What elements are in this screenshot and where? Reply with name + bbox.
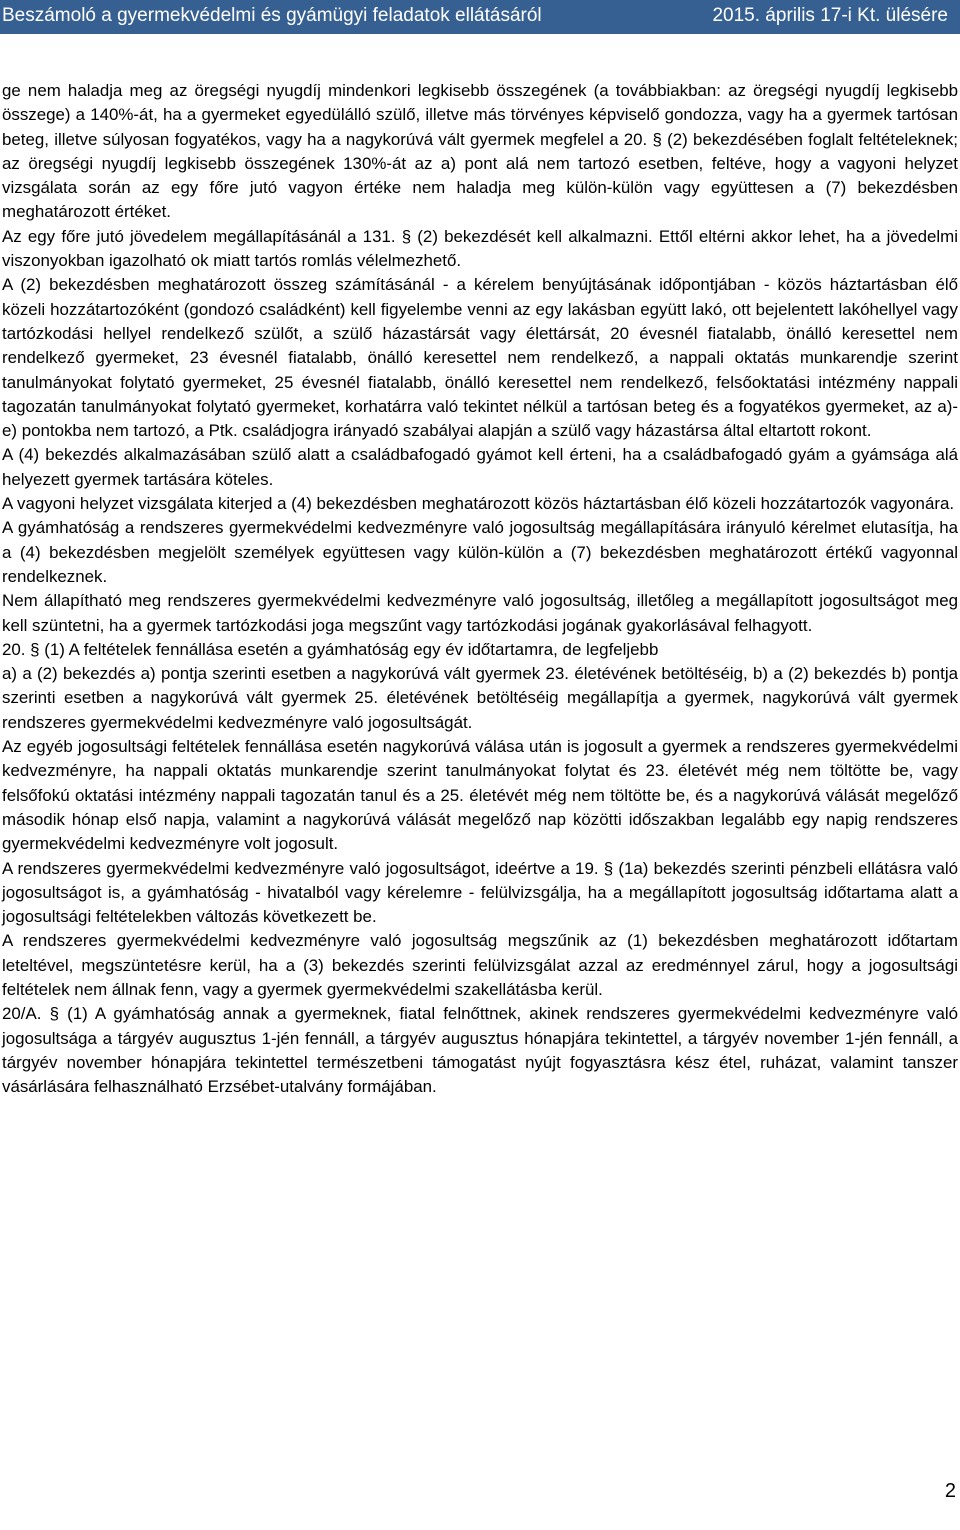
paragraph-adult-eligibility: Az egyéb jogosultsági feltételek fennállása esetén nagykorúvá válása után is jogosult a gyermek a rendszeres gyermekvédelmi kedvezményre, ha nappali oktatás munkarendje szerint tanulmányokat folytat és 23. életévét még nem töltötte be, vagy felsőfokú oktatási intézmény nappali tagozatán tanul és a 25. életévét még nem töltötte be, és a nagykorúvá válását megelőző második hónap első napja, valamint a nagykorúvá válását megelőző nap közötti időszakban legalább egy napig rendszeres gyermekvédelmi kedvezményre volt jogosult.	[2, 737, 958, 854]
meeting-date: 2015. április 17-i Kt. ülésére	[712, 5, 948, 26]
paragraph-section-20a: 20/A. § (1) A gyámhatóság annak a gyermeknek, fiatal felnőttnek, akinek rendszeres gyermekvédelmi kedvezményre való jogosultsága a tárgyév augusztus 1-jén fennáll, a tárgyév augusztus hónapjára tekintettel, a tárgyév november 1-jén fennáll, a tárgyév november hónapjára tekintettel természetbeni támogatást nyújt fogyasztásra kész étel, ruházat, valamint tanszer vásárlására felhasználható Erzsébet-utalvány formájában.	[2, 1004, 958, 1097]
paragraph-income-calculation: Az egy főre jutó jövedelem megállapításánál a 131. § (2) bekezdését kell alkalmazni. Ettől eltérni akkor lehet, ha a jövedelmi viszonyokban igazolható ok miatt tartós romlás vélelmezhető.	[2, 226, 958, 271]
paragraph-income-limit: ge nem haladja meg az öregségi nyugdíj mindenkori legkisebb összegének (a továbbiakban: az öregségi nyugdíj legkisebb összege) a 140%-át, ha a gyermeket egyedülálló szülő, illetve más törvényes képviselő gondozza, vagy ha a gyermek tartósan beteg, illetve súlyosan fogyatékos, vagy ha a nagykorúvá vált gyermek megfelel a 20. § (2) bekezdésében foglalt feltételeknek; az öregségi nyugdíj legkisebb összegének 130%-át az a) pont alá nem tartozó esetben, feltéve, hogy a vagyoni helyzet vizsgálata során az egy főre jutó vagyon értéke nem haladja meg külön-külön vagy együttesen a (7) bekezdésben meghatározott értéket.	[2, 81, 958, 222]
paragraph-section-20-ab: a) a (2) bekezdés a) pontja szerinti esetben a nagykorúvá vált gyermek 23. életévének betöltéséig, b) a (2) bekezdés b) pontja szerinti esetben a nagykorúvá vált gyermek 25. életévének betöltéséig megállapítja a gyermek, nagykorúvá vált gyermek rendszeres gyermekvédelmi kedvezményre való jogosultságát.	[2, 664, 958, 732]
paragraph-residence: Nem állapítható meg rendszeres gyermekvédelmi kedvezményre való jogosultság, illetőleg a megállapított jogosultságot meg kell szüntetni, ha a gyermek tartózkodási joga megszűnt vagy tartózkodási jogának gyakorlásával felhagyott.	[2, 591, 958, 635]
paragraph-review: A rendszeres gyermekvédelmi kedvezményre való jogosultságot, ideértve a 19. § (1a) bekezdés szerinti pénzbeli ellátásra való jogosultságot is, a gyámhatóság - hivatalból vagy kérelemre - felülvizsgálja, ha a megállapított jogosultság időtartama alatt a jogosultsági feltételekben változás következett be.	[2, 858, 958, 927]
page-number: 2	[944, 1480, 956, 1502]
paragraph-asset-review: A vagyoni helyzet vizsgálata kiterjed a (4) bekezdésben meghatározott közös háztartásban élő közeli hozzátartozók vagyonára.	[2, 494, 955, 514]
paragraph-section-20-1: 20. § (1) A feltételek fennállása esetén a gyámhatóság egy év időtartamra, de legfeljebb	[2, 639, 659, 659]
running-header	[0, 0, 960, 34]
paragraph-foster-guardian: A (4) bekezdés alkalmazásában szülő alatt a családbafogadó gyámot kell érteni, ha a családbafogadó gyám a gyámsága alá helyezett gyermek tartására köteles.	[2, 445, 958, 489]
document-title: Beszámoló a gyermekvédelmi és gyámügyi feladatok ellátásáról	[2, 5, 542, 26]
paragraph-household-members: A (2) bekezdésben meghatározott összeg számításánál - a kérelem benyújtásának időpontjában - közös háztartásban élő közeli hozzátartozóként (gondozó családként) kell figyelembe venni az egy lakásban együtt lakó, ott bejelentett lakóhellyel vagy tartózkodási hellyel rendelkező szülőt, a szülő házastársát vagy élettársát, 20 évesnél fiatalabb, önálló keresettel nem rendelkező gyermeket, 23 évesnél fiatalabb, önálló keresettel nem rendelkező, a nappali oktatás munkarendje szerint tanulmányokat folytató gyermeket, 25 évesnél fiatalabb, önálló keresettel nem rendelkező, felsőoktatási intézmény nappali tagozatán tanulmányokat folytató gyermeket, korhatárra való tekintet nélkül a tartósan beteg és a fogyatékos gyermeket, az a)-e) pontokba nem tartozó, a Ptk. családjogra irányadó szabályai alapján a szülő vagy házastársa által eltartott rokont.	[2, 275, 958, 441]
paragraph-rejection: A gyámhatóság a rendszeres gyermekvédelmi kedvezményre való jogosultság megállapítására irányuló kérelmet elutasítja, ha a (4) bekezdésben megjelölt személyek együttesen vagy külön-külön a (7) bekezdésben meghatározott értékű vagyonnal rendelkeznek.	[2, 518, 958, 586]
document-body	[2, 79, 958, 1099]
paragraph-termination: A rendszeres gyermekvédelmi kedvezményre való jogosultság megszűnik az (1) bekezdésben meghatározott időtartam leteltével, megszüntetésre kerül, ha a (3) bekezdés szerinti felülvizsgálat azzal az eredménnyel zárul, hogy a jogosultsági feltételek nem állnak fenn, vagy a gyermek gyermekvédelmi szakellátásba kerül.	[2, 931, 958, 999]
